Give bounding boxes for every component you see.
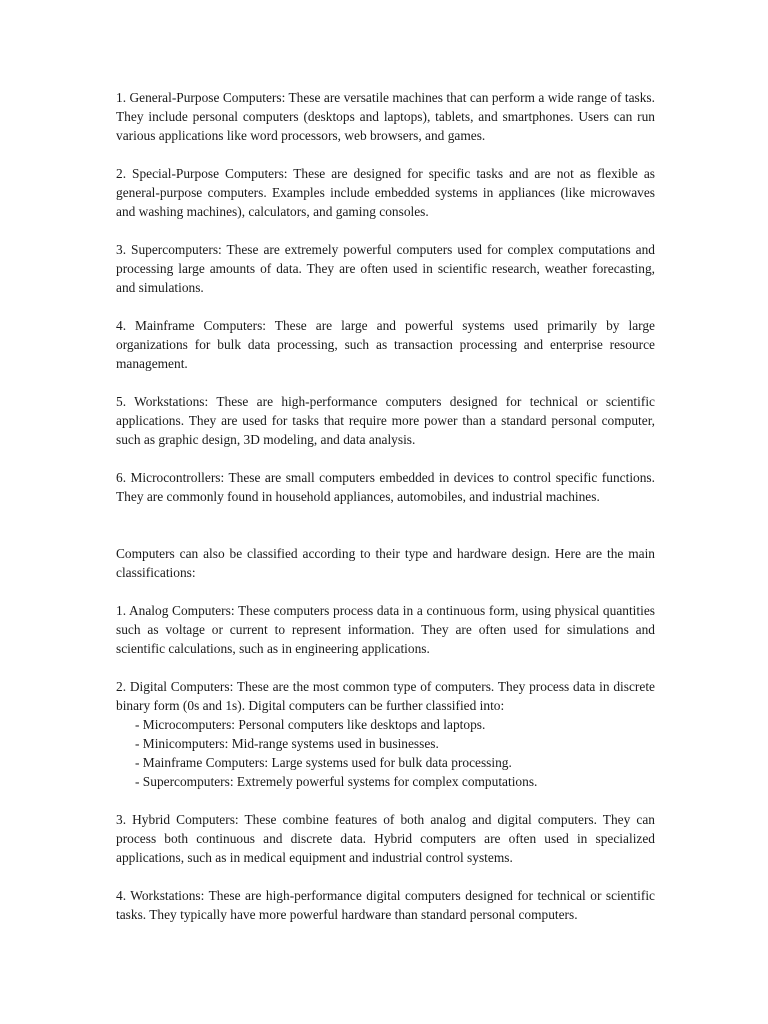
- document-page: [116, 88, 655, 943]
- digital-subtypes-list: [116, 715, 655, 791]
- paragraph-workstations-digital: 4. Workstations: These are high-performance digital computers designed for technical or scientific tasks. They typically have more powerful hardware than standard personal computers.: [116, 888, 655, 922]
- section-spacer: [116, 525, 655, 544]
- paragraph-workstations: 5. Workstations: These are high-performance computers designed for technical or scientific applications. They are used for tasks that require more power than a standard personal computer, such as graphic design, 3D modeling, and data analysis.: [116, 394, 655, 447]
- list-item: - Supercomputers: Extremely powerful systems for complex computations.: [135, 774, 538, 789]
- paragraph-mainframe: 4. Mainframe Computers: These are large and powerful systems used primarily by large organizations for bulk data processing, such as transaction processing and enterprise resource management.: [116, 318, 655, 371]
- paragraph-microcontrollers: 6. Microcontrollers: These are small computers embedded in devices to control specific functions. They are commonly found in household appliances, automobiles, and industrial machines.: [116, 470, 655, 504]
- list-item: - Mainframe Computers: Large systems used for bulk data processing.: [135, 755, 512, 770]
- list-item: - Minicomputers: Mid-range systems used in businesses.: [135, 736, 439, 751]
- paragraph-supercomputers: 3. Supercomputers: These are extremely powerful computers used for complex computations and processing large amounts of data. They are often used in scientific research, weather forecasting, and simulations.: [116, 242, 655, 295]
- paragraph-general-purpose: 1. General-Purpose Computers: These are versatile machines that can perform a wide range of tasks. They include personal computers (desktops and laptops), tablets, and smartphones. Users can run various applications like word processors, web browsers, and games.: [116, 90, 655, 143]
- paragraph-special-purpose: 2. Special-Purpose Computers: These are designed for specific tasks and are not as flexible as general-purpose computers. Examples include embedded systems in appliances (like microwaves and washing machines), calculators, and gaming consoles.: [116, 166, 655, 219]
- list-item: - Microcomputers: Personal computers like desktops and laptops.: [135, 717, 486, 732]
- paragraph-analog: 1. Analog Computers: These computers process data in a continuous form, using physical quantities such as voltage or current to represent information. They are often used for simulations and scientific calculations, such as in engineering applications.: [116, 603, 655, 656]
- paragraph-classification-intro: Computers can also be classified according to their type and hardware design. Here are the main classifications:: [116, 546, 655, 580]
- paragraph-digital: 2. Digital Computers: These are the most common type of computers. They process data in discrete binary form (0s and 1s). Digital computers can be further classified into:: [116, 679, 655, 713]
- digital-computers-section: [116, 677, 655, 791]
- paragraph-hybrid: 3. Hybrid Computers: These combine features of both analog and digital computers. They can process both continuous and discrete data. Hybrid computers are often used in specialized applications, such as in medical equipment and industrial control systems.: [116, 812, 655, 865]
